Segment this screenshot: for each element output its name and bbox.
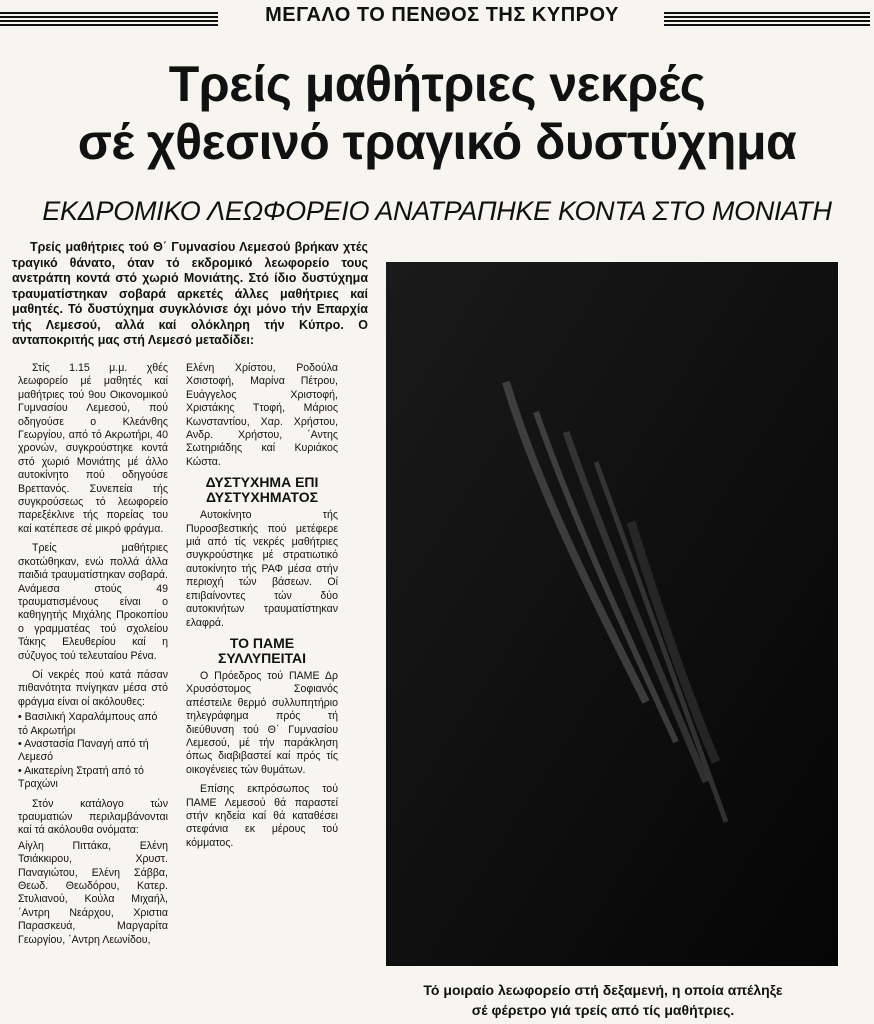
victim-list-item: • Αικατερίνη Στρατή από τό Τραχώνι: [18, 764, 144, 791]
injured-list: Αίγλη Πιττάκα, Ελένη Τσιάκκιρου, Χρυστ. Παναγιώτου, Ελένη Σάββα, Θεωδ. Θεωδόρου, Κατερ. Στυλιανού, Κούλα Μιχαήλ, ΄Αντρη Νεάρχου, Χριστια Παρασκευά, Μαργαρίτα Γεωργίου, ΄Αντρη Λεωνίδου,: [18, 839, 168, 946]
section-subtitle: ΤΟ ΠΑΜΕ ΣΥΛΛΥΠΕΙΤΑΙ: [217, 634, 307, 666]
caption-line-2: σέ φέρετρο γιά τρείς από τίς μαθήτριες.: [471, 1002, 735, 1018]
headline: [0, 55, 874, 171]
body-paragraph: Στόν κατάλογο τών τραυματιών περιλαμβάνονται καί τά ακόλουθα ονόματα:: [18, 797, 168, 837]
body-paragraph: Αυτοκίνητο τής Πυροσβεστικής πού μετέφερε μιά από τίς νεκρές μαθήτριες συγκρούστηκε μέ στρατιωτικό αυτοκίνητο τής ΡΑΦ μέσα στήν περιοχή τών βάσεων. Οί επιβαίνοντες τών δύο αυτοκινήτων τραυματίστηκαν ελαφρά.: [186, 509, 338, 629]
kicker-rule-left: [0, 12, 218, 26]
body-paragraph: Οί νεκρές πού κατά πάσαν πιθανότητα πνίγηκαν μέσα στό φράγμα είναι οί ακόλουθες:: [18, 668, 168, 708]
body-paragraph: Επίσης εκπρόσωπος τού ΠΑΜΕ Λεμεσού θά παραστεί στήν κηδεία καί θά καταθέσει στεφάνια εκ μέρους τού κόμματος.: [186, 783, 338, 849]
kicker-rule-right: [664, 12, 870, 26]
victim-list-item: • Βασιλική Χαραλάμπους από τό Ακρωτήρι: [18, 711, 158, 737]
body-paragraph: Τρείς μαθήτριες σκοτώθηκαν, ενώ πολλά άλλα παιδιά τραυματίστηκαν σοβαρά. Ανάμεσα στούς 49 τραυματισμένους είναι ο καθηγητής Μιχάλης Προκοπίου ο γραμματέας τού σχολείου Τάκης Ελευθερίου καί η σύζυγος τού τελευταίου Ρένα.: [18, 542, 168, 662]
body-paragraph: Ο Πρόεδρος τού ΠΑΜΕ Δρ Χρυσόστομος Σοφιανός απέστειλε θερμό συλλυπητήριο τηλεγράφημα πρός τή διεύθυνση τού Θ΄ Γυμνασίου Λεμεσού, μέ τήν παράκληση όπως διαβιβαστεί καί πρός τίς οικογένειες τών θυμάτων.: [186, 669, 338, 776]
article-column-2: [186, 362, 338, 852]
photo-illustration: [386, 262, 838, 966]
lede-paragraph: [12, 240, 368, 349]
section-subtitle: ΔΥΣΤΥΧΗΜΑ ΕΠΙ ΔΥΣΤΥΧΗΜΑΤΟΣ: [205, 474, 319, 506]
bus-in-reservoir-photo: [386, 262, 838, 966]
body-paragraph: Στίς 1.15 μ.μ. χθές λεωφορείο μέ μαθητές καί μαθήτριες τού 9ου Οικονομικού Γυμνασίου Λεμεσού, πού οδηγούσε ο Κλεάνθης Γεωργίου, από τό Ακρωτήρι, 40 χρονών, συγκρούστηκε κοντά στό χωριό Μονιάτης μέ άλλο αυτοκίνητο πού οδηγούσε Βρεττανός. Συνεπεία τής συγκρούσεως τό λεωφορείο παρεξέκλινε τής πορείας του καί κατέπεσε σέ μικρό φράγμα.: [18, 362, 168, 535]
section-kicker: [0, 4, 874, 30]
caption-line-1: Τό μοιραίο λεωφορείο στή δεξαμενή, η οποία απέληξε: [423, 982, 783, 998]
victim-list-item: • Αναστασία Παναγή από τή Λεμεσό: [18, 737, 149, 764]
headline-line-2: σέ χθεσινό τραγικό δυστύχημα: [77, 114, 797, 170]
photo-caption: [356, 980, 850, 1020]
lede-text: Τρείς μαθήτριες τού Θ΄ Γυμνασίου Λεμεσού βρήκαν χτές τραγικό θάνατο, όταν τό εκδρομικό λεωφορείο τους ανετράπη κοντά στό χωριό Μονιάτης. Στό ίδιο δυστύχημα τραυματίστηκαν σοβαρά αρκετές άλλες μαθήτριες καί μαθητές. Τό δυστύχημα συγκλόνισε όχι μόνο τήν Επαρχία τής Λεμεσού, αλλά καί ολόκληρη τήν Κύπρο. Ο ανταποκριτής μας στή Λεμεσό μεταδίδει:: [12, 240, 368, 347]
article-column-1: [18, 362, 168, 949]
headline-line-1: Τρείς μαθήτριες νεκρές: [168, 56, 706, 112]
kicker-text: ΜΕΓΑΛΟ ΤΟ ΠΕΝΘΟΣ ΤΗΣ ΚΥΠΡΟΥ: [265, 4, 619, 26]
injured-list-continued: Ελένη Χρίστου, Ροδούλα Χσιστοφή, Μαρίνα Πέτρου, Ευάγγελος Χριστοφή, Χριστάκης Ττοφή, Μάριος Κωνσταντίου, Χαρ. Χρήστου, Ανδρ. Χρήστου, ΄Αντης Σωτηριάδης καί Κυριάκος Κώστα.: [186, 362, 338, 468]
subheadline: ΕΚΔΡΟΜΙΚΟ ΛΕΩΦΟΡΕΙΟ ΑΝΑΤΡΑΠΗΚΕ ΚΟΝΤΑ ΣΤΟ ΜΟΝΙΑΤΗ: [42, 196, 832, 226]
